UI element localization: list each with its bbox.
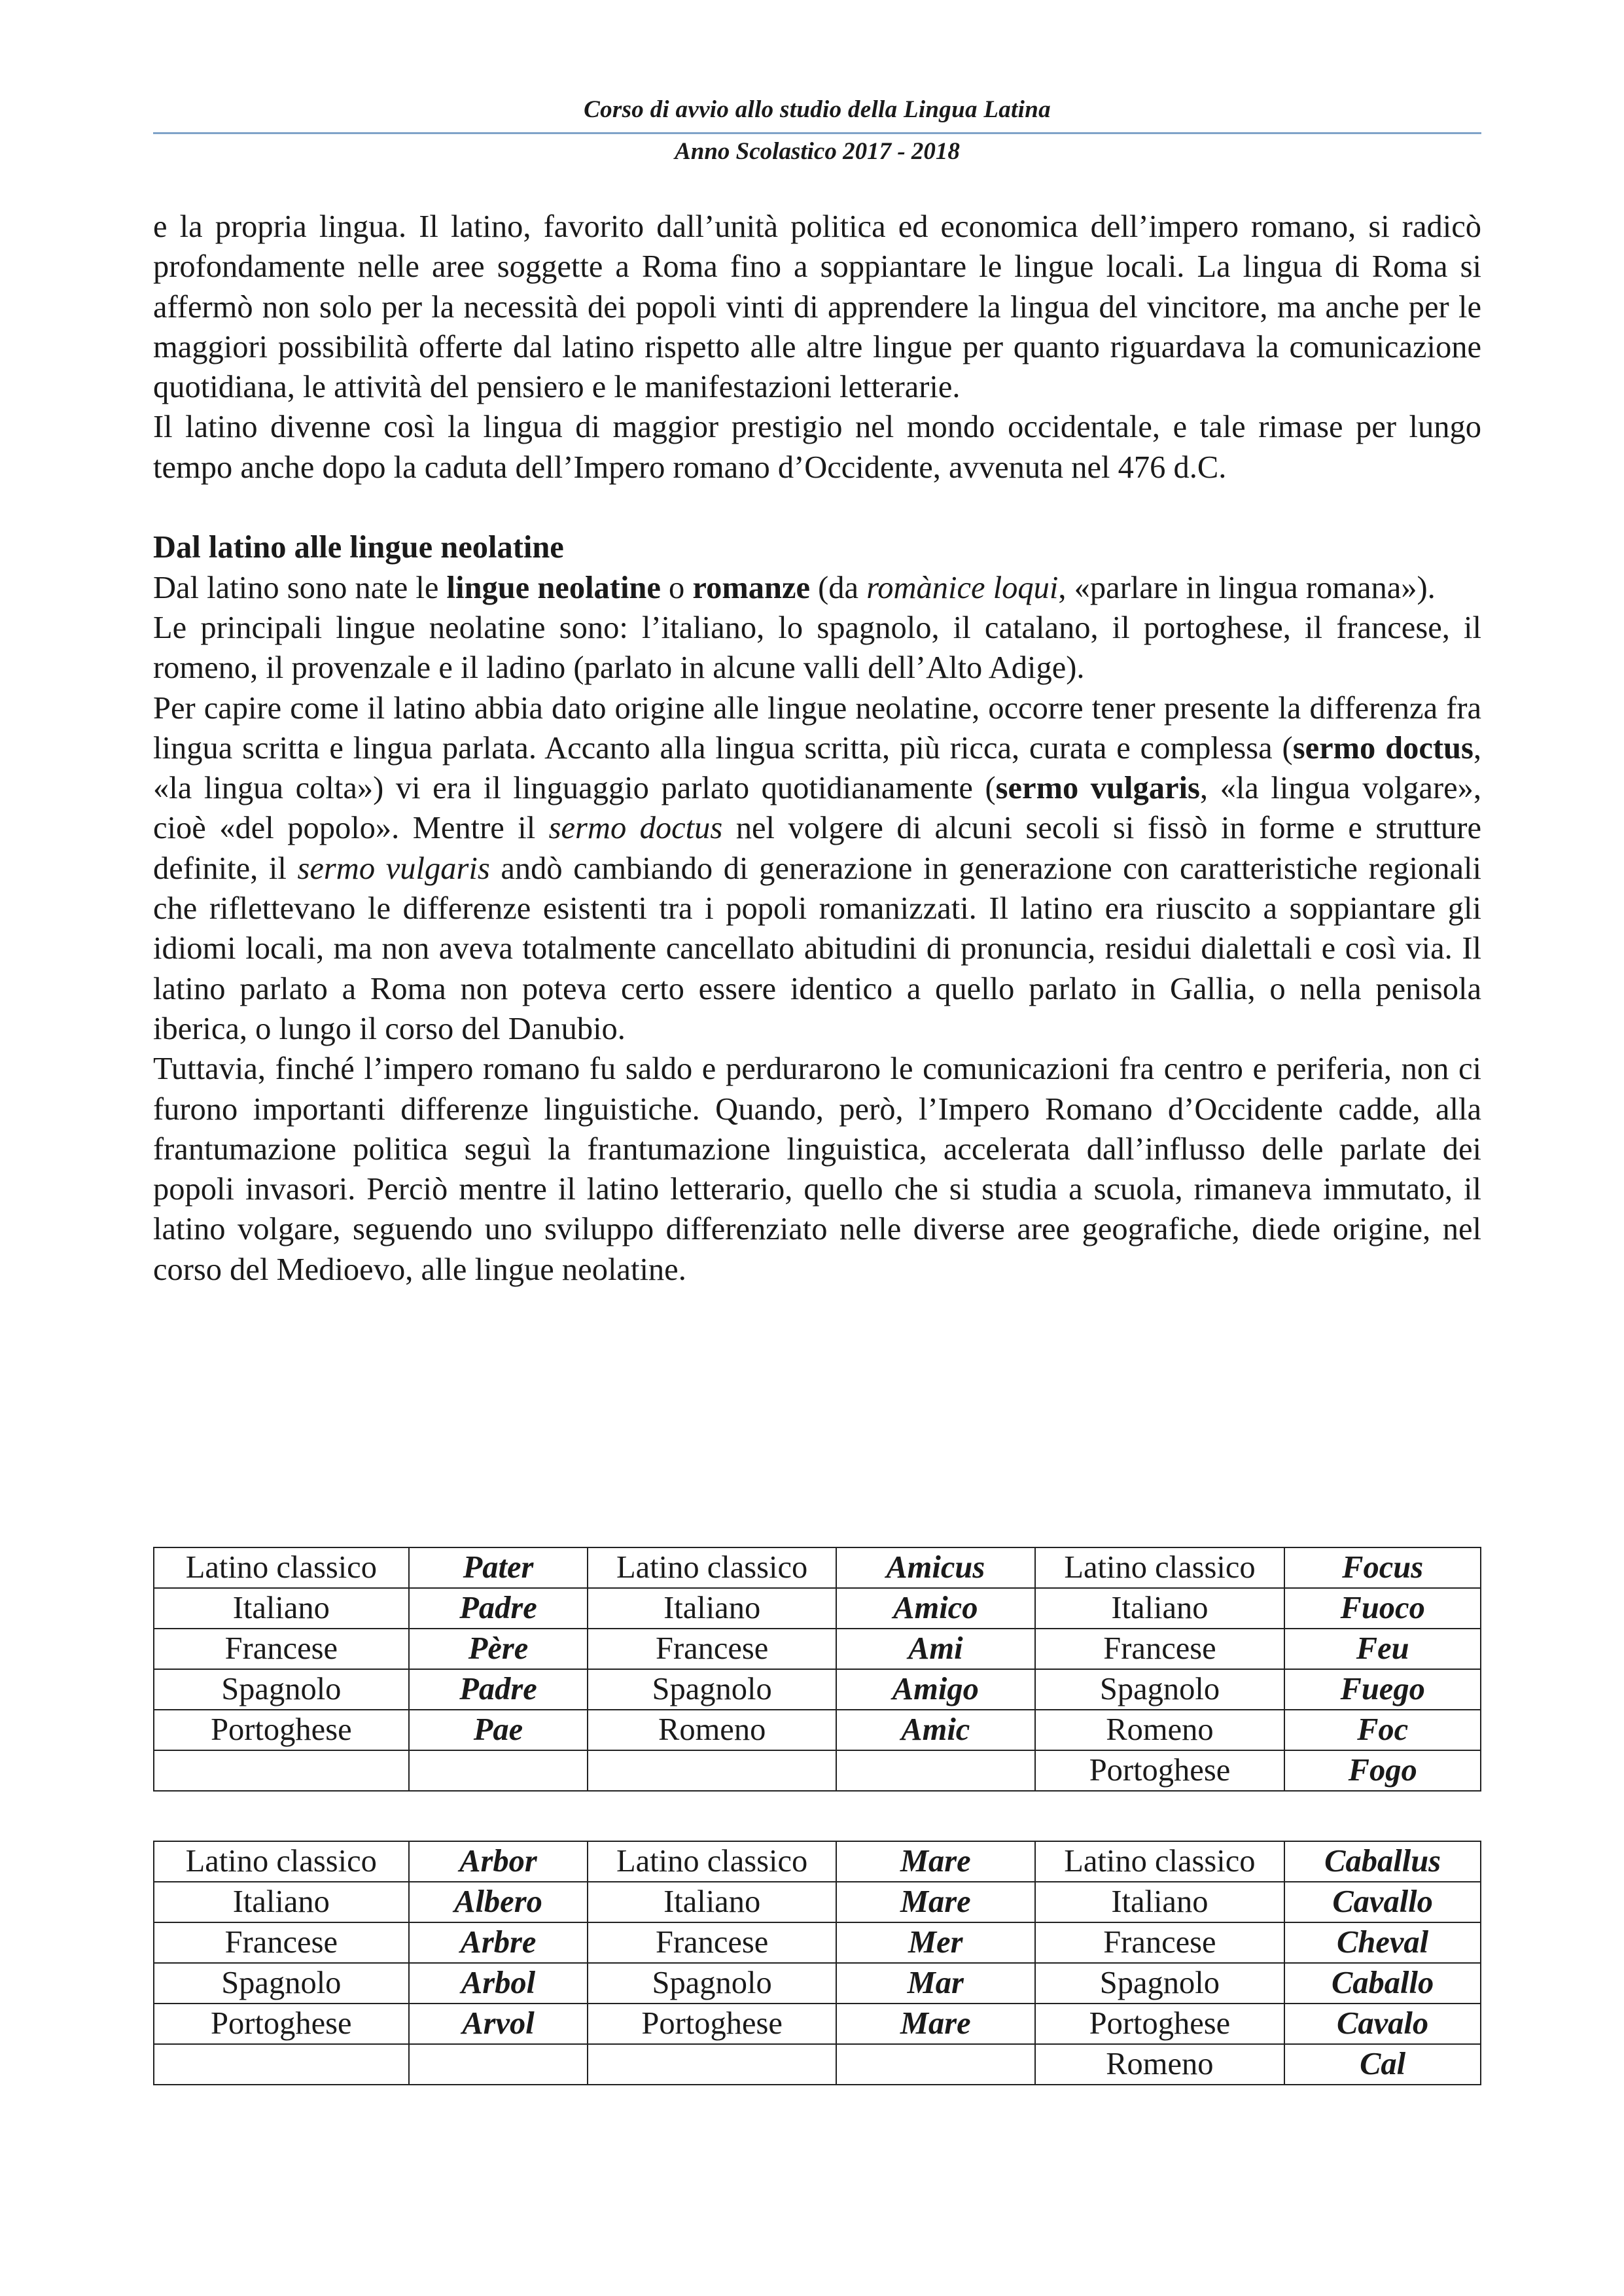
header-course-title: Corso di avvio allo studio della Lingua Latina: [584, 96, 1051, 123]
word-cell: Pae: [409, 1710, 588, 1750]
comparison-table-1: [153, 1547, 1481, 1792]
language-cell: Romeno: [1035, 1710, 1285, 1750]
table-row: [154, 1669, 1481, 1710]
word-cell: Albero: [409, 1882, 588, 1922]
italic-term: sermo doctus: [548, 811, 723, 846]
word-cell: Amigo: [836, 1669, 1035, 1710]
text-run: Dal latino sono nate le: [153, 570, 447, 605]
word-cell: Padre: [409, 1588, 588, 1629]
word-cell: Cal: [1284, 2044, 1481, 2085]
language-cell: Latino classico: [154, 1547, 409, 1588]
language-cell: Francese: [588, 1629, 836, 1669]
comparison-table-2: [153, 1841, 1481, 2085]
document-body: [153, 207, 1481, 1290]
language-cell: [588, 2044, 836, 2085]
word-cell: Caballo: [1284, 1963, 1481, 2004]
table-row: [154, 1750, 1481, 1791]
word-cell: Amico: [836, 1588, 1035, 1629]
language-cell: Francese: [1035, 1629, 1285, 1669]
section-heading: Dal latino alle lingue neolatine: [153, 530, 564, 565]
bold-term: sermo vulgaris: [995, 771, 1200, 806]
word-cell: Foc: [1284, 1710, 1481, 1750]
bold-term: sermo doctus: [1292, 730, 1474, 766]
language-cell: Italiano: [154, 1588, 409, 1629]
text-run: Per capire come il latino abbia dato origine alle lingue neolatine, occorre tener presente la differenza fra lingua scritta e lingua parlata. Accanto alla lingua scritta, più ricca, curata e complessa (: [153, 690, 1481, 766]
italic-term: sermo vulgaris: [297, 851, 490, 886]
language-cell: Spagnolo: [154, 1963, 409, 2004]
table-row: [154, 1963, 1481, 2004]
word-cell: Mare: [836, 1841, 1035, 1882]
language-cell: Spagnolo: [588, 1963, 836, 2004]
language-cell: Portoghese: [1035, 1750, 1285, 1791]
section-paragraph-1: [153, 568, 1481, 608]
header-rule: [153, 132, 1481, 134]
language-cell: Latino classico: [1035, 1547, 1285, 1588]
language-cell: Latino classico: [588, 1841, 836, 1882]
word-cell: Mer: [836, 1922, 1035, 1963]
word-cell: Cheval: [1284, 1922, 1481, 1963]
text-run: nel volgere di alcuni secoli si fissò in forme e strutture definite, il: [153, 811, 1481, 886]
language-cell: [154, 1750, 409, 1791]
table-row: [154, 1588, 1481, 1629]
italic-term: romànice loqui: [866, 570, 1059, 605]
language-cell: Italiano: [154, 1882, 409, 1922]
word-cell: Mare: [836, 1882, 1035, 1922]
table-row: [154, 2044, 1481, 2085]
table-row: [154, 1629, 1481, 1669]
word-cell: Caballus: [1284, 1841, 1481, 1882]
word-cell: Père: [409, 1629, 588, 1669]
language-cell: Portoghese: [588, 2004, 836, 2044]
text-run: o: [660, 570, 693, 605]
table-row: [154, 1922, 1481, 1963]
header-school-year: Anno Scolastico 2017 - 2018: [675, 138, 960, 165]
intro-paragraph-1: e la propria lingua. Il latino, favorito dall’unità politica ed economica dell’impero romano, si radicò profondamente nelle aree soggette a Roma fino a soppiantare le lingue locali. La lingua di Roma si affermò non solo per la necessità dei popoli vinti di apprendere la lingua del vincitore, ma anche per le maggiori possibilità offerte dal latino rispetto alle altre lingue per quanto riguardava la comunicazione quotidiana, le attività del pensiero e le manifestazioni letterarie.: [153, 209, 1481, 405]
bold-term: lingue neolatine: [446, 570, 661, 605]
language-cell: Romeno: [588, 1710, 836, 1750]
table-row: [154, 1547, 1481, 1588]
text-run: , «la lingua volgare», cioè «del popolo». Mentre il: [153, 771, 1481, 846]
word-cell: [836, 1750, 1035, 1791]
word-cell: Mare: [836, 2004, 1035, 2044]
word-cell: Arbre: [409, 1922, 588, 1963]
section-paragraph-2: Le principali lingue neolatine sono: l’italiano, lo spagnolo, il catalano, il portoghese, il francese, il romeno, il provenzale e il ladino (parlato in alcune valli dell’Alto Adige).: [153, 610, 1481, 686]
word-cell: Fuoco: [1284, 1588, 1481, 1629]
language-cell: Italiano: [588, 1588, 836, 1629]
bold-term: romanze: [692, 570, 810, 605]
word-cell: Ami: [836, 1629, 1035, 1669]
language-cell: Romeno: [1035, 2044, 1285, 2085]
language-cell: Francese: [588, 1922, 836, 1963]
word-cell: [409, 2044, 588, 2085]
language-cell: Portoghese: [154, 1710, 409, 1750]
language-cell: Latino classico: [588, 1547, 836, 1588]
language-cell: Latino classico: [1035, 1841, 1285, 1882]
word-cell: Amic: [836, 1710, 1035, 1750]
paragraph-gap: [153, 487, 1481, 527]
word-cell: Cavalo: [1284, 2004, 1481, 2044]
word-cell: Pater: [409, 1547, 588, 1588]
text-run: , «parlare in lingua romana»).: [1058, 570, 1436, 605]
intro-paragraph-2: Il latino divenne così la lingua di maggior prestigio nel mondo occidentale, e tale rimase per lungo tempo anche dopo la caduta dell’Impero romano d’Occidente, avvenuta nel 476 d.C.: [153, 410, 1481, 485]
language-cell: Spagnolo: [1035, 1669, 1285, 1710]
word-cell: Amicus: [836, 1547, 1035, 1588]
language-cell: Latino classico: [154, 1841, 409, 1882]
language-cell: Italiano: [1035, 1588, 1285, 1629]
table-row: [154, 1882, 1481, 1922]
word-cell: Padre: [409, 1669, 588, 1710]
language-cell: Portoghese: [154, 2004, 409, 2044]
section-paragraph-3: [153, 688, 1481, 1050]
word-cell: Arbor: [409, 1841, 588, 1882]
word-cell: Arvol: [409, 2004, 588, 2044]
language-cell: Francese: [1035, 1922, 1285, 1963]
text-run: , «la lingua colta») vi era il linguaggio parlato quotidianamente (: [153, 730, 1482, 806]
word-cell: [836, 2044, 1035, 2085]
table-row: [154, 1710, 1481, 1750]
language-cell: Francese: [154, 1922, 409, 1963]
language-cell: [588, 1750, 836, 1791]
language-cell: Spagnolo: [154, 1669, 409, 1710]
language-cell: Francese: [154, 1629, 409, 1669]
language-cell: Spagnolo: [588, 1669, 836, 1710]
word-cell: Fogo: [1284, 1750, 1481, 1791]
word-cell: [409, 1750, 588, 1791]
section-paragraph-4: Tuttavia, finché l’impero romano fu saldo e perdurarono le comunicazioni fra centro e periferia, non ci furono importanti differenze linguistiche. Quando, però, l’Impero Romano d’Occidente cadde, alla frantumazione politica seguì la frantumazione linguistica, accelerata dall’influsso delle parlate dei popoli invasori. Perciò mentre il latino letterario, quello che si studia a scuola, rimaneva immutato, il latino volgare, seguendo uno sviluppo differenziato nelle diverse aree geografiche, diede origine, nel corso del Medioevo, alle lingue neolatine.: [153, 1051, 1481, 1287]
word-cell: Feu: [1284, 1629, 1481, 1669]
language-cell: Italiano: [1035, 1882, 1285, 1922]
language-cell: Italiano: [588, 1882, 836, 1922]
language-cell: Spagnolo: [1035, 1963, 1285, 2004]
text-run: andò cambiando di generazione in generazione con caratteristiche regionali che riflettevano le differenze esistenti tra i popoli romanizzati. Il latino era riuscito a soppiantare gli idiomi locali, ma non aveva totalmente cancellato abitudini di pronuncia, residui dialettali e così via. Il latino parlato a Roma non poteva certo essere identico a quello parlato in Gallia, o nella penisola iberica, o lungo il corso del Danubio.: [153, 851, 1481, 1046]
word-cell: Fuego: [1284, 1669, 1481, 1710]
table-row: [154, 2004, 1481, 2044]
table-row: [154, 1841, 1481, 1882]
word-cell: Arbol: [409, 1963, 588, 2004]
language-cell: Portoghese: [1035, 2004, 1285, 2044]
word-cell: Mar: [836, 1963, 1035, 2004]
text-run: (da: [810, 570, 867, 605]
word-cell: Cavallo: [1284, 1882, 1481, 1922]
language-cell: [154, 2044, 409, 2085]
word-cell: Focus: [1284, 1547, 1481, 1588]
